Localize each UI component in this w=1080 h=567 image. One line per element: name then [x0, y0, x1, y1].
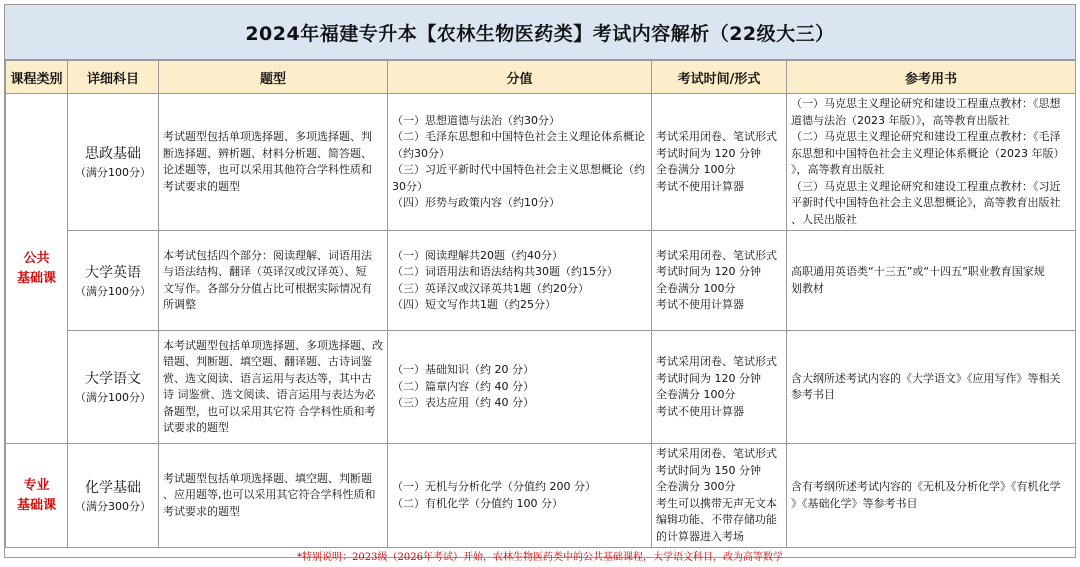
footnote: *特别说明：2023级（2026年考试）开始，农林生物医药类中的公共基础课程，大学语文科目，改为高等数学	[297, 552, 783, 563]
subject-name: 化学基础	[85, 479, 141, 496]
text-line: （四）形势与政策内容（约10分）	[392, 196, 560, 209]
text-line: 考试题型包括单项选择题、填空题、判断题	[163, 471, 372, 485]
subject-cell	[68, 331, 159, 444]
text-line: （二）有机化学（分值约 100 分）	[392, 496, 563, 510]
question-types-cell	[159, 231, 388, 331]
header-subject: 详细科目	[68, 61, 159, 94]
text-line: 含有考纲所述考试内容的《无机及分析化学》《有机化学	[791, 480, 1061, 493]
text-line: 30分）	[392, 179, 428, 193]
header-row	[6, 61, 1076, 94]
reference-books-cell	[787, 231, 1076, 331]
question-types-cell	[159, 94, 388, 231]
text-line: 参考书目	[791, 388, 835, 401]
text-line: 考试时间为 120 分钟	[656, 265, 761, 278]
text-line: 全卷满分 100分	[656, 388, 736, 401]
text-line: 考试不使用计算器	[656, 179, 744, 193]
table-row	[6, 331, 1076, 444]
subject-cell	[68, 94, 159, 231]
text-line: （四）短文写作共1题（约25分）	[392, 298, 556, 311]
text-line: 考试时间为 120 分钟	[656, 371, 761, 385]
text-line: （二）马克思主义理论研究和建设工程重点教材：《毛泽	[791, 130, 1061, 143]
text-line: 、应用题等,也可以采用其它符合学科性质和	[163, 488, 376, 502]
scores-cell	[388, 231, 652, 331]
header-category: 课程类别	[6, 61, 68, 94]
full-score: （满分100分）	[75, 284, 151, 298]
exam-format-cell	[652, 94, 787, 231]
text-line: 试要求的题型	[163, 421, 229, 434]
table-row	[6, 444, 1076, 548]
text-line: 考试不使用计算器	[656, 404, 744, 418]
reference-books-cell	[787, 444, 1076, 548]
exam-table	[5, 60, 1076, 548]
text-line: （二）篇章内容（约 40 分）	[392, 379, 534, 393]
text-line: （一）思想道德与法治（约30分）	[392, 113, 560, 127]
text-line: 本考试题型包括单项选择题、多项选择题、改	[163, 338, 383, 352]
exam-sheet	[4, 4, 1076, 563]
text-line: 考试时间为 150 分钟	[656, 463, 761, 477]
subject-name: 大学英语	[85, 264, 141, 281]
text-line: 编辑功能、不带存储功能	[656, 513, 777, 526]
text-line: 断选择题、辨析题、材料分析题、简答题、	[163, 146, 372, 160]
exam-format-cell	[652, 331, 787, 444]
text-line: 全卷满分 100分	[656, 163, 736, 176]
text-line: 全卷满分 100分	[656, 281, 736, 295]
text-line: （约30分）	[392, 146, 450, 160]
text-line: 与语法结构、翻译（英译汉或汉译英）、短	[163, 265, 367, 278]
scores-cell	[388, 444, 652, 548]
text-line: 考试采用闭卷、笔试形式	[656, 355, 777, 368]
text-line: 平新时代中国特色社会主义思想概论》，高等教育出版社	[791, 196, 1061, 209]
text-line: 》《基础化学》等参考书目	[791, 496, 918, 510]
text-line: （一）阅读理解共20题（约40分）	[392, 248, 563, 262]
text-line: 考试采用闭卷、笔试形式	[656, 447, 777, 460]
subject-name: 思政基础	[85, 146, 141, 162]
category-label: 基础课	[16, 270, 56, 286]
text-line: 本考试包括四个部分：阅读理解、词语用法	[163, 248, 372, 262]
scores-cell	[388, 94, 652, 231]
text-line: 考试要求的题型	[163, 179, 240, 193]
full-score: （满分300分）	[75, 499, 151, 513]
text-line: 考试不使用计算器	[656, 298, 744, 311]
text-line: 考试要求的题型	[163, 504, 240, 518]
text-line: （三）习近平新时代中国特色社会主义思想概论（约	[392, 163, 645, 176]
subject-cell	[68, 444, 159, 548]
scores-cell	[388, 331, 652, 444]
subject-name: 大学语文	[85, 371, 141, 387]
category-label: 公共	[23, 250, 50, 266]
text-line: （一）基础知识（约 20 分）	[392, 363, 534, 377]
text-line: 高职通用英语类“十三五”或“十四五”职业教育国家规	[791, 265, 1045, 278]
text-line: 备题型，也可以采用其它符 合学科性质和考	[163, 404, 376, 418]
category-label: 专业	[23, 477, 50, 493]
header-reference-books: 参考用书	[787, 61, 1076, 94]
text-line: 错题、判断题、填空题、翻译题、古诗词鉴	[163, 355, 372, 368]
text-line: 考生可以携带无声无文本	[656, 496, 777, 510]
text-line: 含大纲所述考试内容的《大学语文》《应用写作》等相关	[791, 371, 1061, 385]
exam-format-cell	[652, 444, 787, 548]
text-line: 考试题型包括单项选择题、多项选择题、判	[163, 130, 372, 143]
category-cell-major	[6, 444, 68, 548]
text-line: （三）英译汉或汉译英共1题（约20分）	[392, 281, 589, 295]
text-line: （二）毛泽东思想和中国特色社会主义理论体系概论	[392, 130, 645, 143]
header-exam-format: 考试时间/形式	[652, 61, 787, 94]
question-types-cell	[159, 444, 388, 548]
text-line: （二）词语用法和语法结构共30题（约15分）	[392, 265, 618, 278]
text-line: 考试采用闭卷、笔试形式	[656, 130, 777, 143]
reference-books-cell	[787, 94, 1076, 231]
text-line: 考试时间为 120 分钟	[656, 146, 761, 160]
text-line: 道德与法治（2023 年版）》，高等教育出版社	[791, 113, 1010, 127]
full-score: （满分100分）	[75, 391, 151, 404]
text-line: （三）马克思主义理论研究和建设工程重点教材：《习近	[791, 179, 1061, 193]
category-label: 基础课	[16, 497, 56, 513]
text-line: 考试采用闭卷、笔试形式	[656, 248, 777, 262]
text-line: 论述题等，也可以采用其他符合学科性质和	[163, 163, 372, 176]
text-line: 东思想和中国特色社会主义理论体系概论（2023 年版）	[791, 146, 1065, 160]
subject-cell	[68, 231, 159, 331]
text-line: （三）表达应用（约 40 分）	[392, 396, 534, 410]
category-cell-public	[6, 94, 68, 444]
text-line: （一）马克思主义理论研究和建设工程重点教材：《思想	[791, 97, 1061, 110]
text-line: 、人民出版社	[791, 212, 857, 226]
text-line: 所调整	[163, 298, 196, 311]
text-line: 全卷满分 300分	[656, 480, 736, 493]
page-title: 2024年福建专升本【农林生物医药类】考试内容解析（22级大三）	[5, 5, 1075, 60]
text-line: 》，高等教育出版社	[791, 163, 885, 176]
table-row	[6, 94, 1076, 231]
text-line: 文写作。各部分分值占比可根据实际情况有	[163, 281, 372, 295]
exam-format-cell	[652, 231, 787, 331]
question-types-cell	[159, 331, 388, 444]
text-line: 划教材	[791, 281, 824, 295]
full-score: （满分100分）	[75, 166, 151, 179]
text-line: 的计算器进入考场	[656, 529, 744, 543]
text-line: （一）无机与分析化学（分值约 200 分）	[392, 480, 596, 493]
table-row	[6, 231, 1076, 331]
header-question-types: 题型	[159, 61, 388, 94]
text-line: 诗 词鉴赏、选文阅读、语言运用与表达为必	[163, 388, 376, 401]
reference-books-cell	[787, 331, 1076, 444]
text-line: 赏、选文阅读、语言运用与表达等，其中古	[163, 371, 372, 385]
header-scores: 分值	[388, 61, 652, 94]
